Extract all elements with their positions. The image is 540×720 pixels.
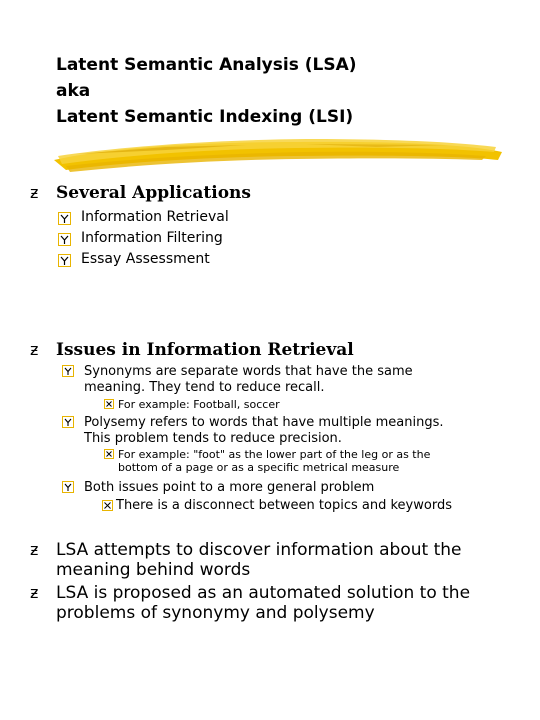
- section-heading: Several Applications: [56, 183, 251, 203]
- polysemy-line-2: This problem tends to reduce precision.: [84, 431, 342, 446]
- list-item-label: Information Filtering: [81, 230, 223, 246]
- example-label: For example: Football, soccer: [118, 398, 280, 411]
- example-line-1: For example: "foot" as the lower part of the leg or as the: [118, 448, 431, 461]
- disconnect-label: There is a disconnect between topics and keywords: [116, 498, 452, 513]
- bullet-icon: ƶ: [30, 540, 39, 559]
- bullet-icon: ƶ: [30, 583, 39, 602]
- list-item-label: Essay Assessment: [81, 251, 210, 267]
- conclusion-line-1: LSA attempts to discover information about the: [56, 540, 462, 560]
- x-bullet-icon: [104, 449, 114, 459]
- title-line-3: Latent Semantic Indexing (LSI): [56, 107, 354, 127]
- title-line-1: Latent Semantic Analysis (LSA): [56, 55, 357, 75]
- checkbox-bullet-icon: [58, 212, 71, 225]
- title-line-2: aka: [56, 81, 91, 101]
- slide-title: [56, 52, 357, 130]
- conclusion-line-4: problems of synonymy and polysemy: [56, 603, 375, 623]
- brush-stroke-divider: [46, 130, 506, 180]
- bullet-icon: ƶ: [30, 183, 39, 202]
- synonymy-line-2: meaning. They tend to reduce recall.: [84, 380, 325, 395]
- conclusion-line-3: LSA is proposed as an automated solution to the: [56, 583, 471, 603]
- checkbox-bullet-icon: [62, 365, 74, 377]
- conclusion-line-2: meaning behind words: [56, 560, 251, 580]
- section-heading: Issues in Information Retrieval: [56, 340, 354, 360]
- list-item-label: Information Retrieval: [81, 209, 229, 225]
- x-bullet-icon: [104, 399, 114, 409]
- checkbox-bullet-icon: [58, 254, 71, 267]
- x-bullet-icon: [102, 500, 113, 511]
- bullet-icon: ƶ: [30, 340, 39, 359]
- general-problem-label: Both issues point to a more general problem: [84, 480, 375, 495]
- polysemy-line-1: Polysemy refers to words that have multiple meanings.: [84, 415, 444, 430]
- checkbox-bullet-icon: [62, 416, 74, 428]
- example-line-2: bottom of a page or as a specific metrical measure: [118, 461, 400, 474]
- synonymy-line-1: Synonyms are separate words that have the same: [84, 364, 413, 379]
- checkbox-bullet-icon: [62, 481, 74, 493]
- checkbox-bullet-icon: [58, 233, 71, 246]
